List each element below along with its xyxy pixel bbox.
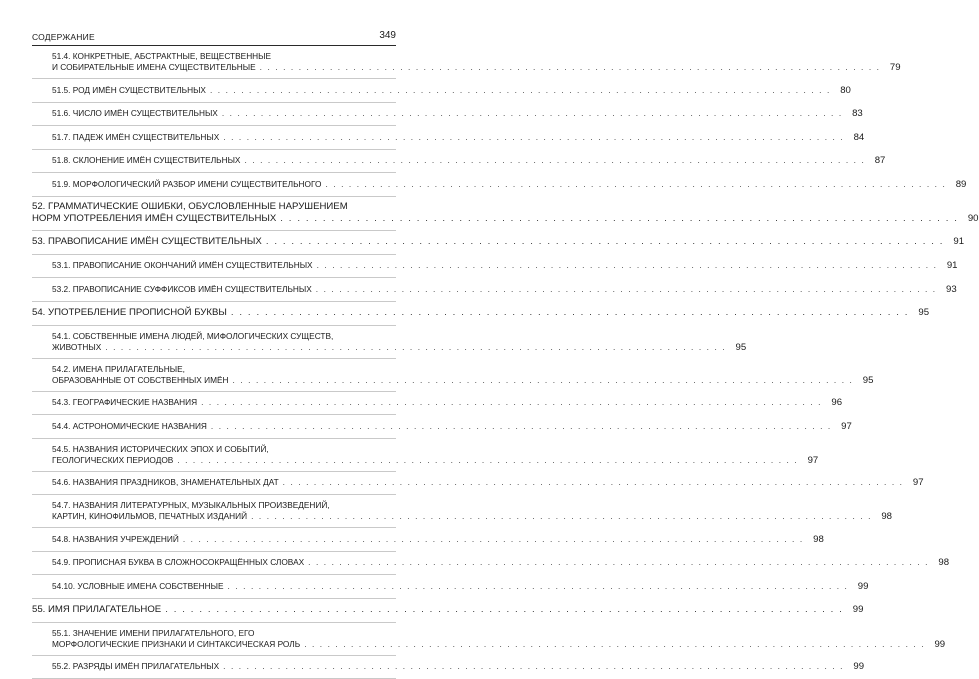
toc-subsection-entry bbox=[32, 46, 396, 79]
toc-entry-title: ГЕОЛОГИЧЕСКИХ ПЕРИОДОВ bbox=[52, 455, 173, 466]
toc-entry-page: 95 bbox=[730, 342, 746, 353]
dot-leader: . . . . . . . . . . . . . . . . . . . . . . . . . . . . . . . . . . . . . . . . . . . . . . . . . . . . . . . . . . . . . . . . . . . . . . . . . . . . . . . . bbox=[231, 307, 909, 320]
toc-subsection-entry bbox=[32, 439, 396, 472]
toc-subsection-entry bbox=[32, 495, 396, 528]
toc-section-entry bbox=[32, 302, 396, 326]
toc-entry-page: 91 bbox=[948, 236, 964, 249]
toc-entry-page: 95 bbox=[913, 307, 929, 320]
toc-entry-page: 99 bbox=[852, 581, 868, 592]
toc-entry-page: 91 bbox=[942, 260, 958, 271]
toc-entry-title-line: 54.7. НАЗВАНИЯ ЛИТЕРАТУРНЫХ, МУЗЫКАЛЬНЫХ ПРОИЗВЕДЕНИЙ, bbox=[52, 500, 396, 511]
toc-subsection-entry bbox=[32, 623, 396, 656]
toc-subsection-entry bbox=[32, 126, 396, 150]
toc-entry-title: 54.6. НАЗВАНИЯ ПРАЗДНИКОВ, ЗНАМЕНАТЕЛЬНЫХ ДАТ bbox=[52, 477, 279, 488]
toc-entry-title: 55. ИМЯ ПРИЛАГАТЕЛЬНОЕ bbox=[32, 604, 161, 617]
toc-entry-page: 89 bbox=[950, 179, 966, 190]
dot-leader: . . . . . . . . . . . . . . . . . . . . . . . . . . . . . . . . . . . . . . . . . . . . . . . . . . . . . . . . . . . . . . . . . . . . . . . . . . . . . . . . bbox=[308, 557, 929, 568]
toc-subsection-entry bbox=[32, 278, 396, 302]
dot-leader: . . . . . . . . . . . . . . . . . . . . . . . . . . . . . . . . . . . . . . . . . . . . . . . . . . . . . . . . . . . . . . . . . . . . . . . . . . . . . . . . bbox=[317, 260, 938, 271]
toc-entry-title: ОБРАЗОВАННЫЕ ОТ СОБСТВЕННЫХ ИМЁН bbox=[52, 375, 229, 386]
toc-entry-title: 54.3. ГЕОГРАФИЧЕСКИЕ НАЗВАНИЯ bbox=[52, 397, 197, 408]
dot-leader: . . . . . . . . . . . . . . . . . . . . . . . . . . . . . . . . . . . . . . . . . . . . . . . . . . . . . . . . . . . . . . . . . . . . . . . . . . . . . . . . bbox=[183, 534, 804, 545]
toc-subsection-entry bbox=[32, 472, 396, 496]
toc-entry-page: 97 bbox=[802, 455, 818, 466]
toc-subsection-entry bbox=[32, 79, 396, 103]
toc-entry-page: 99 bbox=[848, 661, 864, 672]
toc-entry-title: 54.9. ПРОПИСНАЯ БУКВА В СЛОЖНОСОКРАЩЁННЫХ СЛОВАХ bbox=[52, 557, 304, 568]
dot-leader: . . . . . . . . . . . . . . . . . . . . . . . . . . . . . . . . . . . . . . . . . . . . . . . . . . . . . . . . . . . . . . . . . . . . . . . . . . . . . . . . bbox=[222, 108, 843, 119]
book-page bbox=[0, 0, 442, 650]
toc-subsection-entry bbox=[32, 575, 396, 599]
toc-entry-page: 84 bbox=[848, 132, 864, 143]
toc-entry-page: 97 bbox=[908, 477, 924, 488]
toc-entry-title-line: 55.1. ЗНАЧЕНИЕ ИМЕНИ ПРИЛАГАТЕЛЬНОГО, ЕГО bbox=[52, 628, 396, 639]
dot-leader: . . . . . . . . . . . . . . . . . . . . . . . . . . . . . . . . . . . . . . . . . . . . . . . . . . . . . . . . . . . . . . . . . . . . . . . . . . . . . . . . bbox=[304, 639, 925, 650]
dot-leader: . . . . . . . . . . . . . . . . . . . . . . . . . . . . . . . . . . . . . . . . . . . . . . . . . . . . . . . . . . . . . . . . . . . . . . . . . . . . . . . . bbox=[201, 397, 822, 408]
toc-subsection-entry bbox=[32, 359, 396, 392]
dot-leader: . . . . . . . . . . . . . . . . . . . . . . . . . . . . . . . . . . . . . . . . . . . . . . . . . . . . . . . . . . . . . . . . . . . . . . . . . . . . . . . . bbox=[244, 155, 865, 166]
toc-entry-page: 87 bbox=[869, 155, 885, 166]
toc-entry-title: МОРФОЛОГИЧЕСКИЕ ПРИЗНАКИ И СИНТАКСИЧЕСКАЯ РОЛЬ bbox=[52, 639, 300, 650]
toc-entry-title-line: 54.2. ИМЕНА ПРИЛАГАТЕЛЬНЫЕ, bbox=[52, 364, 396, 375]
toc-subsection-entry bbox=[32, 392, 396, 416]
dot-leader: . . . . . . . . . . . . . . . . . . . . . . . . . . . . . . . . . . . . . . . . . . . . . . . . . . . . . . . . . . . . . . . . . . . . . . . . . . . . . . . . bbox=[283, 477, 904, 488]
toc-entry-title: 54. УПОТРЕБЛЕНИЕ ПРОПИСНОЙ БУКВЫ bbox=[32, 307, 227, 320]
toc-entry-title: 53. ПРАВОПИСАНИЕ ИМЁН СУЩЕСТВИТЕЛЬНЫХ bbox=[32, 236, 262, 249]
toc-subsection-entry bbox=[32, 173, 396, 197]
toc-entry-page: 93 bbox=[941, 284, 957, 295]
dot-leader: . . . . . . . . . . . . . . . . . . . . . . . . . . . . . . . . . . . . . . . . . . . . . . . . . . . . . . . . . . . . . . . . . . . . . . . . . . . . . . . . bbox=[223, 132, 844, 143]
toc-entry-title-line: 54.5. НАЗВАНИЯ ИСТОРИЧЕСКИХ ЭПОХ И СОБЫТИЙ, bbox=[52, 444, 396, 455]
dot-leader: . . . . . . . . . . . . . . . . . . . . . . . . . . . . . . . . . . . . . . . . . . . . . . . . . . . . . . . . . . . . . . . . . . . . . . . . . . . . . . . . bbox=[211, 421, 832, 432]
toc-entry-title: 51.7. ПАДЕЖ ИМЁН СУЩЕСТВИТЕЛЬНЫХ bbox=[52, 132, 219, 143]
toc-subsection-entry bbox=[32, 150, 396, 174]
toc-entry-page: 97 bbox=[836, 421, 852, 432]
toc-entry-title: 53.1. ПРАВОПИСАНИЕ ОКОНЧАНИЙ ИМЁН СУЩЕСТВИТЕЛЬНЫХ bbox=[52, 260, 313, 271]
toc-section-entry bbox=[32, 231, 396, 255]
dot-leader: . . . . . . . . . . . . . . . . . . . . . . . . . . . . . . . . . . . . . . . . . . . . . . . . . . . . . . . . . . . . . . . . . . . . . . . . . . . . . . . . bbox=[251, 511, 872, 522]
toc-subsection-entry bbox=[32, 103, 396, 127]
dot-leader: . . . . . . . . . . . . . . . . . . . . . . . . . . . . . . . . . . . . . . . . . . . . . . . . . . . . . . . . . . . . . . . . . . . . . . . . . . . . . . . . bbox=[260, 62, 881, 73]
toc-entry-title: 51.5. РОД ИМЁН СУЩЕСТВИТЕЛЬНЫХ bbox=[52, 85, 206, 96]
dot-leader: . . . . . . . . . . . . . . . . . . . . . . . . . . . . . . . . . . . . . . . . . . . . . . . . . . . . . . . . . . . . . . . . . . . . . . . . . . . . . . . . bbox=[165, 604, 843, 617]
toc-entry-title-line: 51.4. КОНКРЕТНЫЕ, АБСТРАКТНЫЕ, ВЕЩЕСТВЕННЫЕ bbox=[52, 51, 396, 62]
toc-entry-title: 51.8. СКЛОНЕНИЕ ИМЁН СУЩЕСТВИТЕЛЬНЫХ bbox=[52, 155, 240, 166]
toc-entry-page: 95 bbox=[857, 375, 873, 386]
toc-entry-page: 96 bbox=[826, 397, 842, 408]
toc-entry-title-line: 52. ГРАММАТИЧЕСКИЕ ОШИБКИ, ОБУСЛОВЛЕННЫЕ НАРУШЕНИЕМ bbox=[32, 201, 396, 214]
toc-subsection-entry bbox=[32, 528, 396, 552]
running-header-title: СОДЕРЖАНИЕ bbox=[32, 32, 95, 42]
toc-entry-title: 53.2. ПРАВОПИСАНИЕ СУФФИКСОВ ИМЁН СУЩЕСТВИТЕЛЬНЫХ bbox=[52, 284, 312, 295]
dot-leader: . . . . . . . . . . . . . . . . . . . . . . . . . . . . . . . . . . . . . . . . . . . . . . . . . . . . . . . . . . . . . . . . . . . . . . . . . . . . . . . . bbox=[280, 213, 958, 226]
running-header bbox=[32, 30, 396, 46]
toc-entry-title-line: 54.1. СОБСТВЕННЫЕ ИМЕНА ЛЮДЕЙ, МИФОЛОГИЧЕСКИХ СУЩЕСТВ, bbox=[52, 331, 396, 342]
toc-entry-title: НОРМ УПОТРЕБЛЕНИЯ ИМЁН СУЩЕСТВИТЕЛЬНЫХ bbox=[32, 213, 276, 226]
dot-leader: . . . . . . . . . . . . . . . . . . . . . . . . . . . . . . . . . . . . . . . . . . . . . . . . . . . . . . . . . . . . . . . . . . . . . . . . . . . . . . . . bbox=[177, 455, 798, 466]
dot-leader: . . . . . . . . . . . . . . . . . . . . . . . . . . . . . . . . . . . . . . . . . . . . . . . . . . . . . . . . . . . . . . . . . . . . . . . . . . . . . . . . bbox=[223, 661, 844, 672]
toc-entry-page: 90 bbox=[963, 213, 979, 226]
toc-entry-title: 54.8. НАЗВАНИЯ УЧРЕЖДЕНИЙ bbox=[52, 534, 179, 545]
toc-entry-title: ЖИВОТНЫХ bbox=[52, 342, 101, 353]
toc-subsection-entry bbox=[32, 552, 396, 576]
toc-subsection-entry bbox=[32, 255, 396, 279]
dot-leader: . . . . . . . . . . . . . . . . . . . . . . . . . . . . . . . . . . . . . . . . . . . . . . . . . . . . . . . . . . . . . . . . . . . . . . . . . . . . . . . . bbox=[210, 85, 831, 96]
toc-section-entry bbox=[32, 599, 396, 623]
toc-entry-page: 83 bbox=[847, 108, 863, 119]
toc-entry-page: 99 bbox=[847, 604, 863, 617]
toc-entry-title: 54.4. АСТРОНОМИЧЕСКИЕ НАЗВАНИЯ bbox=[52, 421, 207, 432]
toc-subsection-entry bbox=[32, 326, 396, 359]
toc-entry-title: И СОБИРАТЕЛЬНЫЕ ИМЕНА СУЩЕСТВИТЕЛЬНЫЕ bbox=[52, 62, 256, 73]
toc-entry-title: 51.6. ЧИСЛО ИМЁН СУЩЕСТВИТЕЛЬНЫХ bbox=[52, 108, 218, 119]
toc-entry-page: 98 bbox=[876, 511, 892, 522]
dot-leader: . . . . . . . . . . . . . . . . . . . . . . . . . . . . . . . . . . . . . . . . . . . . . . . . . . . . . . . . . . . . . . . . . . . . . . . . . . . . . . . . bbox=[325, 179, 946, 190]
table-of-contents bbox=[32, 46, 396, 679]
dot-leader: . . . . . . . . . . . . . . . . . . . . . . . . . . . . . . . . . . . . . . . . . . . . . . . . . . . . . . . . . . . . . . . . . . . . . . . . . . . . . . . . bbox=[105, 342, 726, 353]
dot-leader: . . . . . . . . . . . . . . . . . . . . . . . . . . . . . . . . . . . . . . . . . . . . . . . . . . . . . . . . . . . . . . . . . . . . . . . . . . . . . . . . bbox=[316, 284, 937, 295]
toc-entry-page: 99 bbox=[929, 639, 945, 650]
toc-entry-title: 51.9. МОРФОЛОГИЧЕСКИЙ РАЗБОР ИМЕНИ СУЩЕСТВИТЕЛЬНОГО bbox=[52, 179, 321, 190]
toc-entry-title: КАРТИН, КИНОФИЛЬМОВ, ПЕЧАТНЫХ ИЗДАНИЙ bbox=[52, 511, 247, 522]
toc-entry-page: 98 bbox=[808, 534, 824, 545]
page-number: 349 bbox=[379, 30, 396, 41]
dot-leader: . . . . . . . . . . . . . . . . . . . . . . . . . . . . . . . . . . . . . . . . . . . . . . . . . . . . . . . . . . . . . . . . . . . . . . . . . . . . . . . . bbox=[228, 581, 849, 592]
toc-entry-page: 80 bbox=[835, 85, 851, 96]
toc-entry-title: 55.2. РАЗРЯДЫ ИМЁН ПРИЛАГАТЕЛЬНЫХ bbox=[52, 661, 219, 672]
toc-subsection-entry bbox=[32, 415, 396, 439]
toc-subsection-entry bbox=[32, 656, 396, 679]
toc-entry-page: 98 bbox=[933, 557, 949, 568]
dot-leader: . . . . . . . . . . . . . . . . . . . . . . . . . . . . . . . . . . . . . . . . . . . . . . . . . . . . . . . . . . . . . . . . . . . . . . . . . . . . . . . . bbox=[266, 236, 944, 249]
toc-entry-title: 54.10. УСЛОВНЫЕ ИМЕНА СОБСТВЕННЫЕ bbox=[52, 581, 224, 592]
toc-section-entry bbox=[32, 197, 396, 231]
toc-entry-page: 79 bbox=[885, 62, 901, 73]
dot-leader: . . . . . . . . . . . . . . . . . . . . . . . . . . . . . . . . . . . . . . . . . . . . . . . . . . . . . . . . . . . . . . . . . . . . . . . . . . . . . . . . bbox=[233, 375, 854, 386]
